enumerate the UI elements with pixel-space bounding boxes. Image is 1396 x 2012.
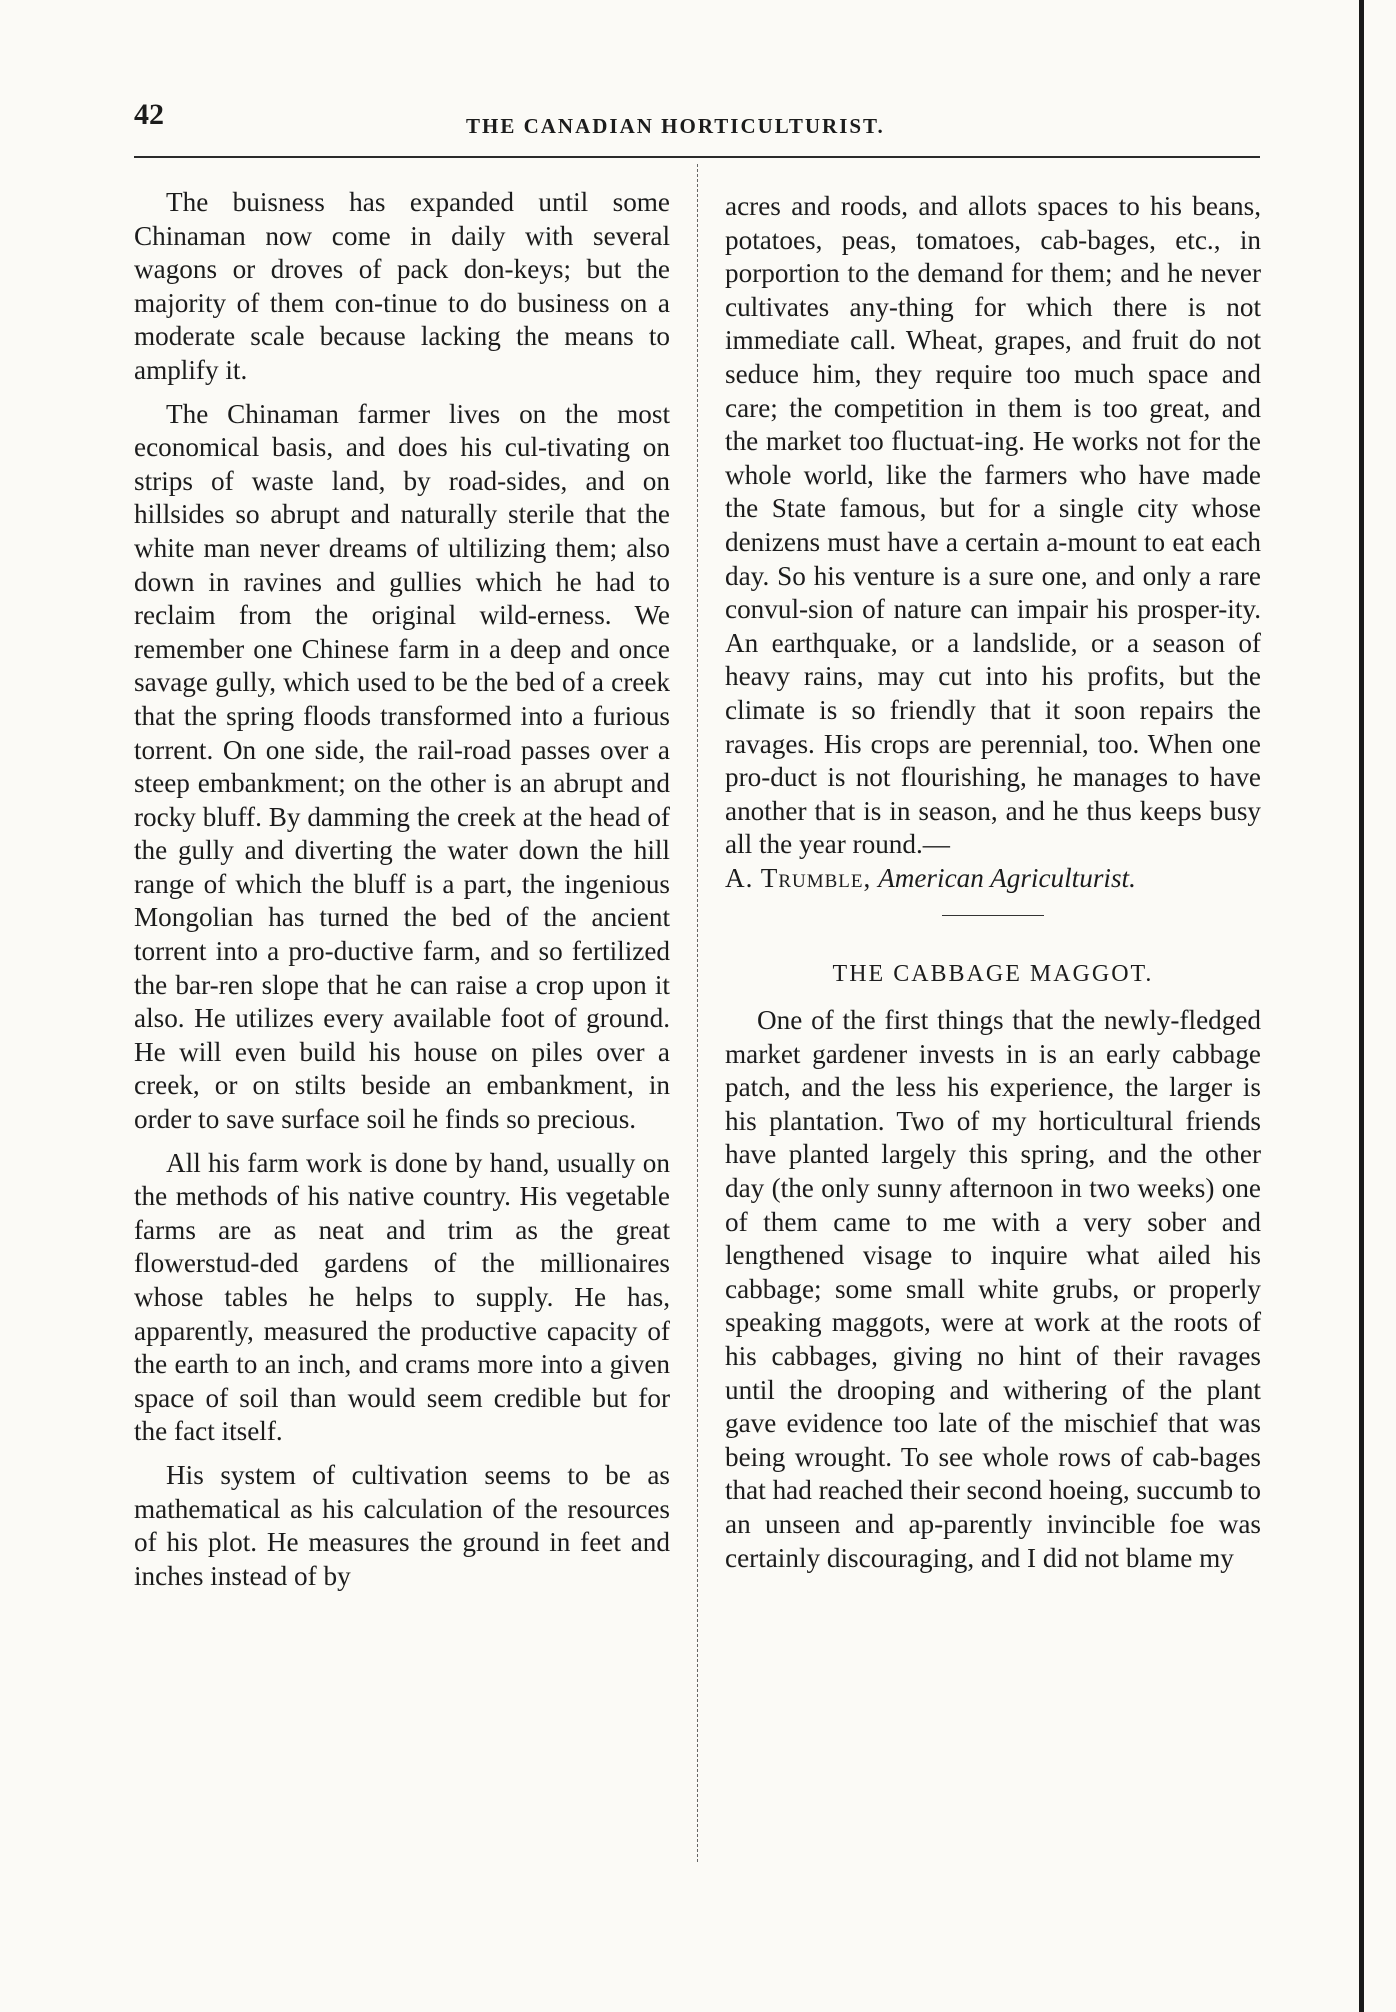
header-rule bbox=[134, 156, 1260, 158]
section-rule bbox=[942, 915, 1044, 916]
paragraph: His system of cultivation seems to be as mathematical as his calculation of the resources of his plot. He measures the ground in feet and inches instead of by bbox=[134, 1459, 670, 1591]
right-column bbox=[725, 190, 1261, 1575]
paragraph: The Chinaman farmer lives on the most economical basis, and does his cul-tivating on strips of waste land, by road-sides, and on hillsides so abrupt and naturally sterile that the white man never dreams of ultilizing them; also down in ravines and gullies which he had to reclaim from the original wild-erness. We remember one Chinese farm in a deep and once savage gully, which used to be the bed of a creek that the spring floods transformed into a furious torrent. On one side, the rail-road passes over a steep embankment; on the other is an abrupt and rocky bluff. By damming the creek at the head of the gully and diverting the water down the hill range of which the bluff is a part, the ingenious Mongolian has turned the bed of the ancient torrent into a pro-ductive farm, and so fertilized the bar-ren slope that he can raise a crop upon it also. He utilizes every available foot of ground. He will even build his house on piles over a creek, or on stilts beside an embankment, in order to save surface soil he finds so precious. bbox=[134, 398, 670, 1135]
continued-paragraph bbox=[725, 190, 1261, 895]
paragraph: All his farm work is done by hand, usually on the methods of his native country. His vegetable farms are as neat and trim as the great flowerstud-ded gardens of the millionaires whose tables he helps to supply. He has, apparently, measured the productive capacity of the earth to an inch, and crams more into a given space of soil than would seem credible but for the fact itself. bbox=[134, 1147, 670, 1447]
left-column bbox=[134, 186, 670, 1593]
paragraph: One of the first things that the newly-fledged market gardener invests in is an early cabbage patch, and the less his experience, the larger is his plantation. Two of my horticultural friends have planted largely this spring, and the other day (the only sunny afternoon in two weeks) one of them came to me with a very sober and lengthened visage to inquire what ailed his cabbage; some small white grubs, or properly speaking maggots, were at work at the roots of his cabbages, giving no hint of their ravages until the drooping and withering of the plant gave evidence too late of the mischief that was being wrought. To see whole rows of cab-bages that had reached their second hoeing, succumb to an unseen and ap-parently invincible foe was certainly discouraging, and I did not blame my bbox=[725, 1005, 1262, 1573]
section-heading: THE CABBAGE MAGGOT. bbox=[832, 961, 1154, 988]
column-divider bbox=[697, 164, 698, 1862]
attribution-source: American Agriculturist. bbox=[878, 862, 1136, 893]
paragraph: The buisness has expanded until some Chinaman now come in daily with several wagons or droves of pack don-keys; but the majority of them con-tinue to do business on a moderate scale because lacking the means to amplify it. bbox=[134, 187, 670, 385]
page-number: 42 bbox=[134, 98, 164, 131]
continued-paragraph-text: acres and roods, and allots spaces to his beans, potatoes, peas, tomatoes, cab-bages, etc., in porportion to the demand for them; and he never cultivates any-thing for which there is not immediate call. Wheat, grapes, and fruit do not seduce him, they require too much space and care; the competition in them is too great, and the market too fluctuat-ing. He works not for the whole world, like the farmers who have made the State famous, but for a single city whose denizens must have a certain a-mount to eat each day. So his venture is a sure one, and only a rare convul-sion of nature can impair his prosper-ity. An earthquake, or a landslide, or a season of heavy rains, may cut into his profits, but the climate is so friendly that it soon repairs the ravages. His crops are perennial, too. When one pro-duct is not flourishing, he manages to have another that is in season, and he thus keeps busy all the year round.— bbox=[725, 191, 1261, 860]
running-head: THE CANADIAN HORTICULTURIST. bbox=[466, 114, 885, 138]
page-edge-rule bbox=[1359, 0, 1364, 2012]
attribution bbox=[725, 862, 1261, 896]
attribution-author: A. Trumble, bbox=[725, 862, 872, 893]
